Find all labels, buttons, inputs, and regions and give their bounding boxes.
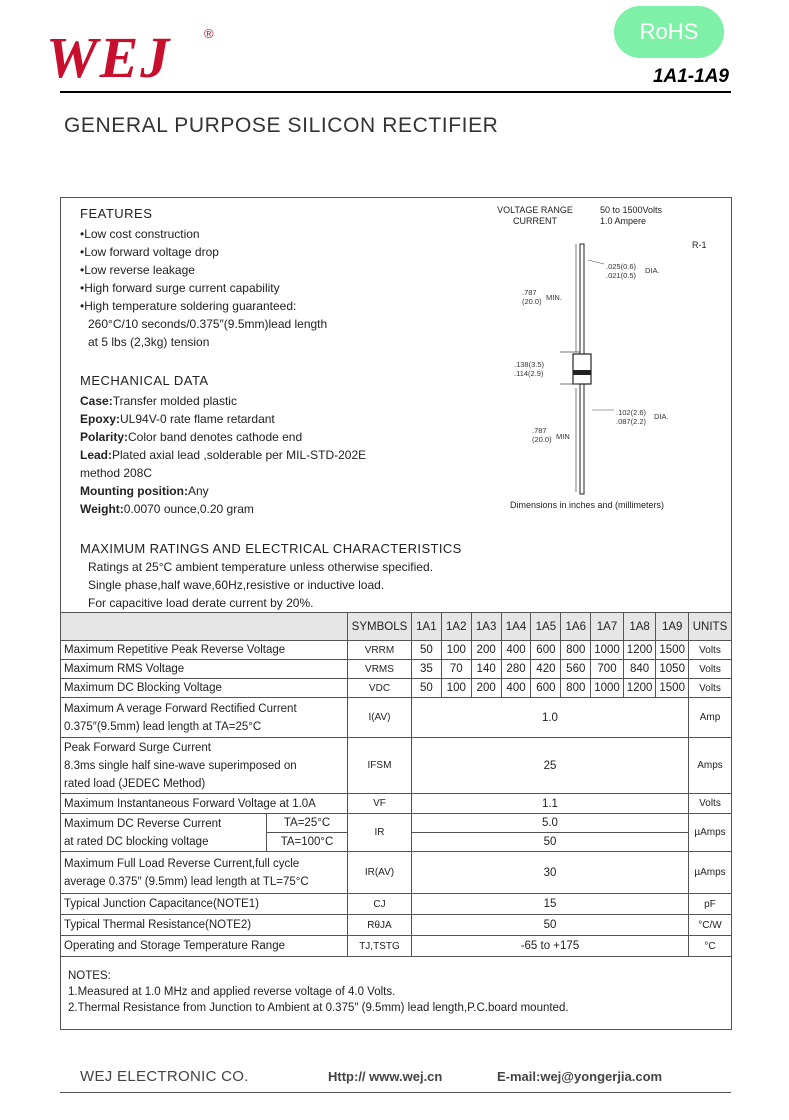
features-heading: FEATURES: [80, 206, 153, 221]
dim-min2-label: MIN: [556, 432, 570, 441]
header-part: 1A3: [471, 613, 501, 641]
dimensions-note: Dimensions in inches and (millimeters): [510, 500, 665, 510]
table-row: Peak Forward Surge Current 8.3ms single half sine-wave superimposed on rated load (JEDEC Method) IFSM 25 Amps: [61, 738, 732, 794]
note-item: 1.Measured at 1.0 MHz and applied reverse voltage of 4.0 Volts.: [68, 986, 396, 998]
ratings-heading: MAXIMUM RATINGS AND ELECTRICAL CHARACTERISTICS: [80, 541, 462, 556]
header-part: 1A1: [411, 613, 441, 641]
mech-lead-continuation: method 208C: [80, 466, 153, 480]
table-row: Typical Thermal Resistance(NOTE2) RθJA 50 °C/W: [61, 915, 732, 936]
package-label: R-1: [692, 240, 707, 250]
table-row: Maximum Full Load Reverse Current,full cycle average 0.375″ (9.5mm) lead length at TL=75°C IR(AV) 30 µAmps: [61, 852, 732, 894]
mech-polarity: Polarity:Color band denotes cathode end: [80, 430, 303, 444]
feature-continuation: at 5 lbs (2,3kg) tension: [88, 335, 210, 349]
footer-website-link[interactable]: Http:// www.wej.cn: [328, 1069, 443, 1084]
note-item: 2.Thermal Resistance from Junction to Ambient at 0.375″ (9.5mm) lead length,P.C.board mounted.: [68, 1002, 569, 1014]
table-row: Maximum DC Blocking Voltage VDC 50 100 200 400 600 800 1000 1200 1500 Volts: [61, 679, 732, 698]
feature-item: • Low reverse leakage: [80, 261, 327, 279]
ratings-table: [60, 612, 732, 957]
page-title: GENERAL PURPOSE SILICON RECTIFIER: [64, 114, 499, 137]
table-row: Maximum Repetitive Peak Reverse Voltage VRRM 50 100 200 400 600 800 1000 1200 1500 Volts: [61, 641, 732, 660]
ratings-section: [80, 540, 462, 612]
header-rule: [60, 91, 731, 93]
notes-heading: NOTES:: [68, 970, 111, 982]
registered-mark: ®: [204, 26, 214, 41]
voltage-current-values: 50 to 1500Volts 1.0 Ampere: [600, 205, 663, 226]
table-row: Operating and Storage Temperature Range TJ,TSTG -65 to +175 °C: [61, 936, 732, 957]
features-section: [80, 205, 327, 351]
ratings-line: Single phase,half wave,60Hz,resistive or inductive load.: [88, 578, 385, 592]
rohs-badge: RoHS: [614, 6, 724, 58]
mechanical-heading: MECHANICAL DATA: [80, 373, 209, 388]
feature-item: • High temperature soldering guaranteed:: [80, 297, 327, 315]
header-part: 1A5: [531, 613, 561, 641]
table-row: Maximum Instantaneous Forward Voltage at 1.0A VF 1.1 Volts: [61, 794, 732, 814]
dim-body-dia: .102(2.6) .087(2.2): [616, 408, 647, 426]
mech-mounting: Mounting position:Any: [80, 484, 209, 498]
header-part: 1A7: [591, 613, 624, 641]
mech-weight: Weight:0.0070 ounce,0.20 gram: [80, 502, 254, 516]
table-row: Maximum A verage Forward Rectified Current 0.375″(9.5mm) lead length at TA=25°C I(AV) 1.0 Amp: [61, 698, 732, 738]
header-units: UNITS: [688, 613, 731, 641]
dim-min-label: MIN.: [546, 293, 562, 302]
table-row: Maximum DC Reverse Current at rated DC blocking voltage TA=25°C IR 5.0 µAmps: [61, 814, 732, 833]
footer-rule: [60, 1092, 731, 1093]
header-part: 1A4: [501, 613, 531, 641]
dim-lead-length-top: .787 (20.0): [522, 288, 542, 306]
dim-dia2-label: DIA.: [654, 412, 669, 421]
voltage-current-labels: VOLTAGE RANGE CURRENT: [497, 205, 573, 226]
dim-lead-length-bottom: .787 (20.0): [532, 426, 552, 444]
mech-case: Case:Transfer molded plastic: [80, 394, 237, 408]
mechanical-section: [80, 372, 366, 518]
feature-item: • Low forward voltage drop: [80, 243, 327, 261]
ratings-line: Ratings at 25°C ambient temperature unless otherwise specified.: [88, 560, 433, 574]
dim-body-length: .138(3.5) .114(2.9): [514, 360, 545, 378]
ratings-line: For capacitive load derate current by 20%.: [88, 596, 314, 610]
table-row: Typical Junction Capacitance(NOTE1) CJ 15 pF: [61, 894, 732, 915]
footer-company: WEJ ELECTRONIC CO.: [80, 1068, 249, 1085]
mech-lead: Lead:Plated axial lead ,solderable per MIL-STD-202E: [80, 448, 367, 462]
notes-section: [68, 968, 569, 1016]
header-symbols: SYMBOLS: [348, 613, 412, 641]
header-part: 1A9: [656, 613, 689, 641]
feature-item: • Low cost construction: [80, 225, 327, 243]
feature-item: • High forward surge current capability: [80, 279, 327, 297]
footer-email-link[interactable]: E-mail:wej@yongerjia.com: [497, 1069, 663, 1084]
header-part: 1A8: [623, 613, 656, 641]
header-part: 1A2: [441, 613, 471, 641]
dim-lead-dia: .025(0.6) .021(0.5): [606, 262, 637, 280]
table-row: Maximum RMS Voltage VRMS 35 70 140 280 420 560 700 840 1050 Volts: [61, 660, 732, 679]
table-header-row: [61, 613, 732, 641]
dim-dia-label: DIA.: [645, 266, 660, 275]
model-range: 1A1-1A9: [652, 66, 729, 87]
header-blank: [61, 613, 348, 641]
feature-continuation: 260°C/10 seconds/0.375″(9.5mm)lead length: [88, 317, 328, 331]
table-row: TA=100°C 50: [61, 833, 732, 852]
header-part: 1A6: [561, 613, 591, 641]
mech-epoxy: Epoxy:UL94V-0 rate flame retardant: [80, 412, 275, 426]
brand-logo: WEJ: [46, 25, 172, 90]
